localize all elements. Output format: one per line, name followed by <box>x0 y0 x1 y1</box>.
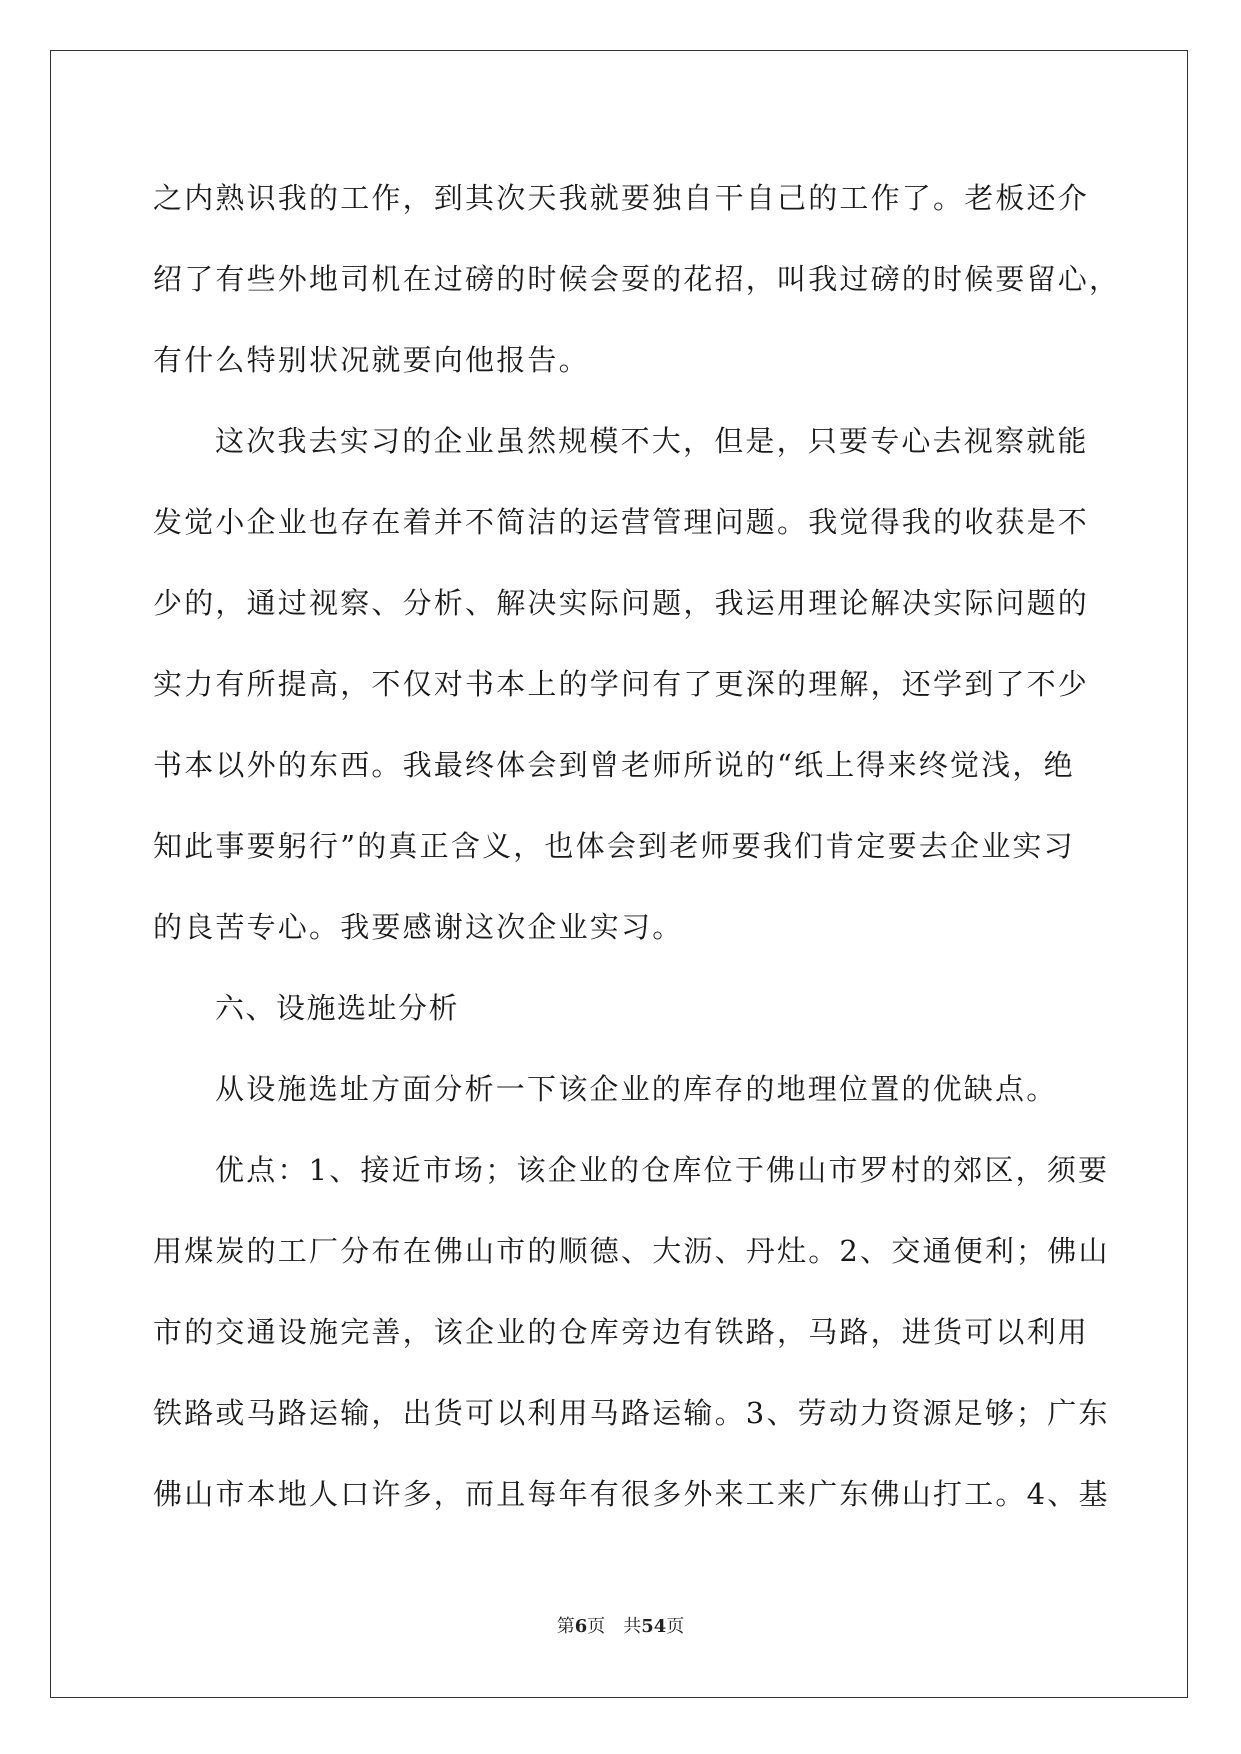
page-number: 6 <box>574 1616 588 1637</box>
text-line: 实力有所提高，不仅对书本上的学问有了更深的理解，还学到了不少 <box>153 667 1090 701</box>
text-line: 优点：1、接近市场；该企业的仓库位于佛山市罗村的郊区，须要 <box>215 1153 1110 1187</box>
text-line: 知此事要躬行”的真正含义，也体会到老师要我们肯定要去企业实习 <box>153 829 1075 863</box>
text-line: 的良苦专心。我要感谢这次企业实习。 <box>153 910 684 944</box>
text-line: 市的交通设施完善，该企业的仓库旁边有铁路，马路，进货可以利用 <box>153 1315 1090 1349</box>
page-footer <box>0 1612 1241 1638</box>
text-line: 有什么特别状况就要向他报告。 <box>153 343 590 377</box>
text-line: 绍了有些外地司机在过磅的时候会耍的花招，叫我过磅的时候要留心， <box>153 262 1121 296</box>
text-line: 之内熟识我的工作，到其次天我就要独自干自己的工作了。老板还介 <box>153 181 1090 215</box>
text-line: 少的，通过视察、分析、解决实际问题，我运用理论解决实际问题的 <box>153 586 1090 620</box>
total-suffix: 页 <box>666 1616 685 1637</box>
total-pages: 54 <box>641 1616 667 1637</box>
text-line: 佛山市本地人口许多，而且每年有很多外来工来广东佛山打工。4、基 <box>153 1477 1110 1511</box>
page-suffix: 页 <box>587 1616 606 1637</box>
text-line: 用煤炭的工厂分布在佛山市的顺德、大沥、丹灶。2、交通便利；佛山 <box>153 1234 1110 1268</box>
text-line: 铁路或马路运输，出货可以利用马路运输。3、劳动力资源足够；广东 <box>153 1396 1110 1430</box>
text-line: 书本以外的东西。我最终体会到曾老师所说的“纸上得来终觉浅，绝 <box>153 748 1075 782</box>
text-line: 发觉小企业也存在着并不简洁的运营管理问题。我觉得我的收获是不 <box>153 505 1090 539</box>
section-heading: 六、设施选址分析 <box>215 991 460 1025</box>
document-body <box>153 158 1121 1535</box>
text-line: 这次我去实习的企业虽然规模不大，但是，只要专心去视察就能 <box>215 424 1089 458</box>
page-prefix: 第 <box>556 1616 575 1637</box>
text-line: 从设施选址方面分析一下该企业的库存的地理位置的优缺点。 <box>215 1072 1058 1106</box>
total-prefix: 共 <box>623 1616 642 1637</box>
